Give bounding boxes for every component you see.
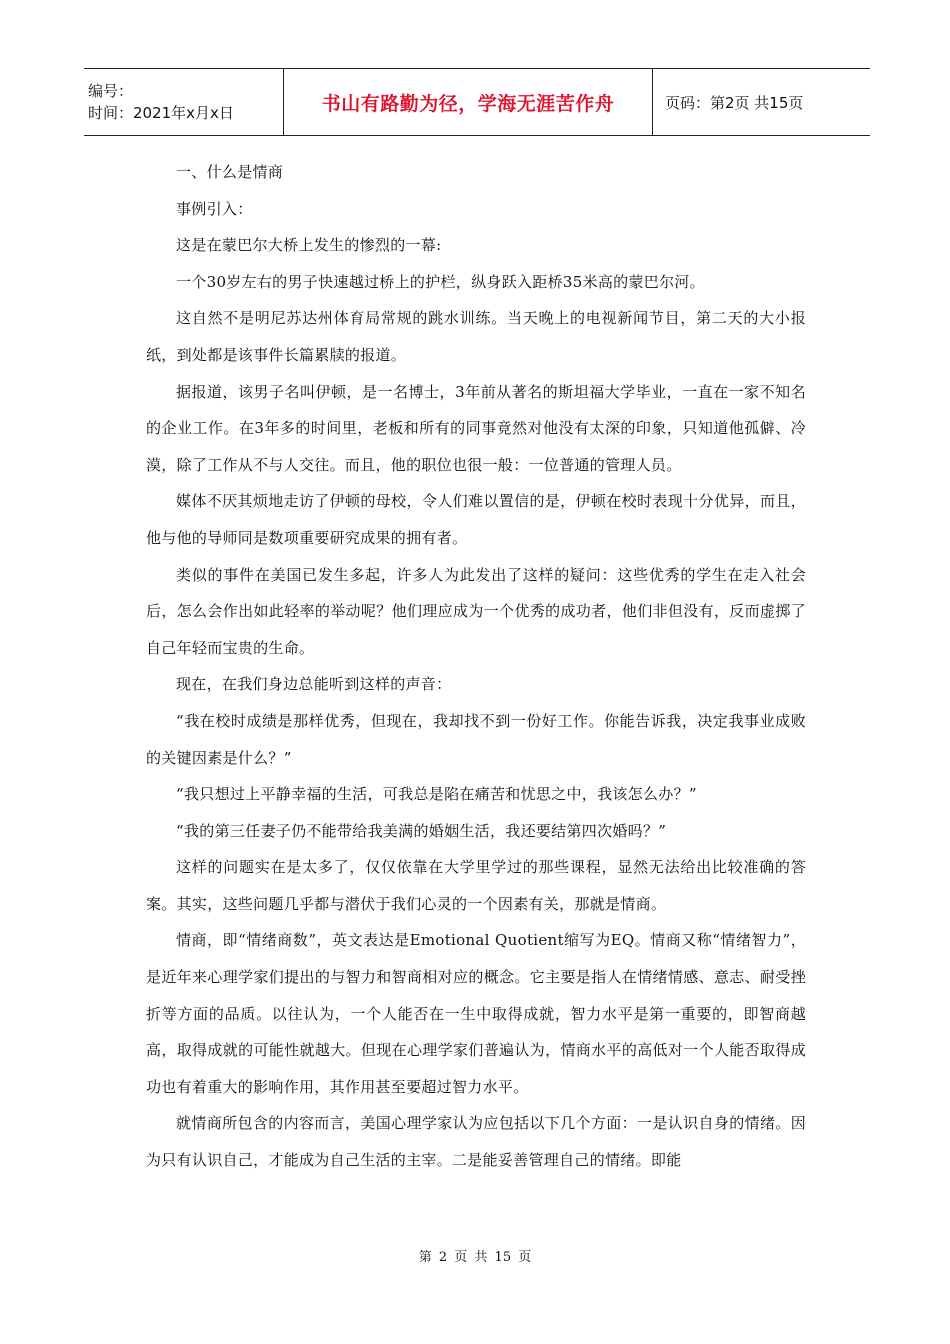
paragraph: 这是在蒙巴尔大桥上发生的惨烈的一幕:: [176, 236, 442, 255]
quote-paragraph: “我只想过上平静幸福的生活，可我总是陷在痛苦和忧思之中，我该怎么办？”: [176, 785, 697, 804]
date-label: 时间：2021年x月x日: [88, 104, 234, 122]
number-label: 编号：: [88, 82, 134, 100]
paragraph: 情商，即“情绪商数”，英文表达是Emotional Quotient缩写为EQ。情商又称“情绪智力”，是近年来心理学家们提出的与智力和智商相对应的概念。它主要是指人在情绪情感、意志、耐受挫折等方面的品质。以往认为，一个人能否在一生中取得成就，智力水平是第一重要的，即智商越高，取得成就的可能性就越大。但现在心理学家们普遍认为，情商水平的高低对一个人能否取得成功也有着重大的影响作用，其作用甚至要超过智力水平。: [146, 931, 806, 1096]
paragraph: 一个30岁左右的男子快速越过桥上的护栏，纵身跃入距桥35米高的蒙巴尔河。: [176, 272, 705, 291]
quote-paragraph: “我在校时成绩是那样优秀，但现在，我却找不到一份好工作。你能告诉我，决定我事业成败的关键因素是什么？”: [146, 711, 806, 767]
paragraph: 就情商所包含的内容而言，美国心理学家认为应包括以下几个方面：一是认识自身的情绪。因为只有认识自己，才能成为自己生活的主宰。二是能妥善管理自己的情绪。即能: [146, 1114, 806, 1170]
section-heading: 一、什么是情商: [176, 163, 284, 181]
paragraph: 事例引入：: [176, 199, 253, 218]
page-footer: 第 2 页 共 15 页: [418, 1250, 532, 1265]
header-left-cell: [84, 69, 283, 135]
document-body: [146, 154, 806, 1179]
quote-paragraph: “我的第三任妻子仍不能带给我美满的婚姻生活，我还要结第四次婚吗？”: [176, 821, 667, 840]
paragraph: 现在，在我们身边总能听到这样的声音：: [176, 675, 452, 694]
paragraph: 这样的问题实在是太多了，仅仅依靠在大学里学过的那些课程，显然无法给出比较准确的答案。其实，这些问题几乎都与潜伏于我们心灵的一个因素有关，那就是情商。: [146, 858, 806, 913]
paragraph: 据报道，该男子名叫伊顿，是一名博士，3年前从著名的斯坦福大学毕业，一直在一家不知名的企业工作。在3年多的时间里，老板和所有的同事竟然对他没有太深的印象，只知道他孤僻、冷漠，除了工作从不与人交往。而且，他的职位也很一般：一位普通的管理人员。: [146, 382, 806, 474]
header-page-info: 页码：第2页 共15页: [665, 93, 804, 112]
page-header: [84, 68, 870, 136]
paragraph: 媒体不厌其烦地走访了伊顿的母校，令人们难以置信的是，伊顿在校时表现十分优异，而且，他与他的导师同是数项重要研究成果的拥有者。: [146, 492, 806, 547]
paragraph: 类似的事件在美国已发生多起，许多人为此发出了这样的疑问：这些优秀的学生在走入社会后，怎么会作出如此轻率的举动呢？他们理应成为一个优秀的成功者，他们非但没有，反而虚掷了自己年轻而宝贵的生命。: [146, 565, 806, 657]
paragraph: 这自然不是明尼苏达州体育局常规的跳水训练。当天晚上的电视新闻节目，第二天的大小报纸，到处都是该事件长篇累牍的报道。: [146, 309, 806, 364]
header-motto: 书山有路勤为径，学海无涯苦作舟: [283, 69, 653, 135]
